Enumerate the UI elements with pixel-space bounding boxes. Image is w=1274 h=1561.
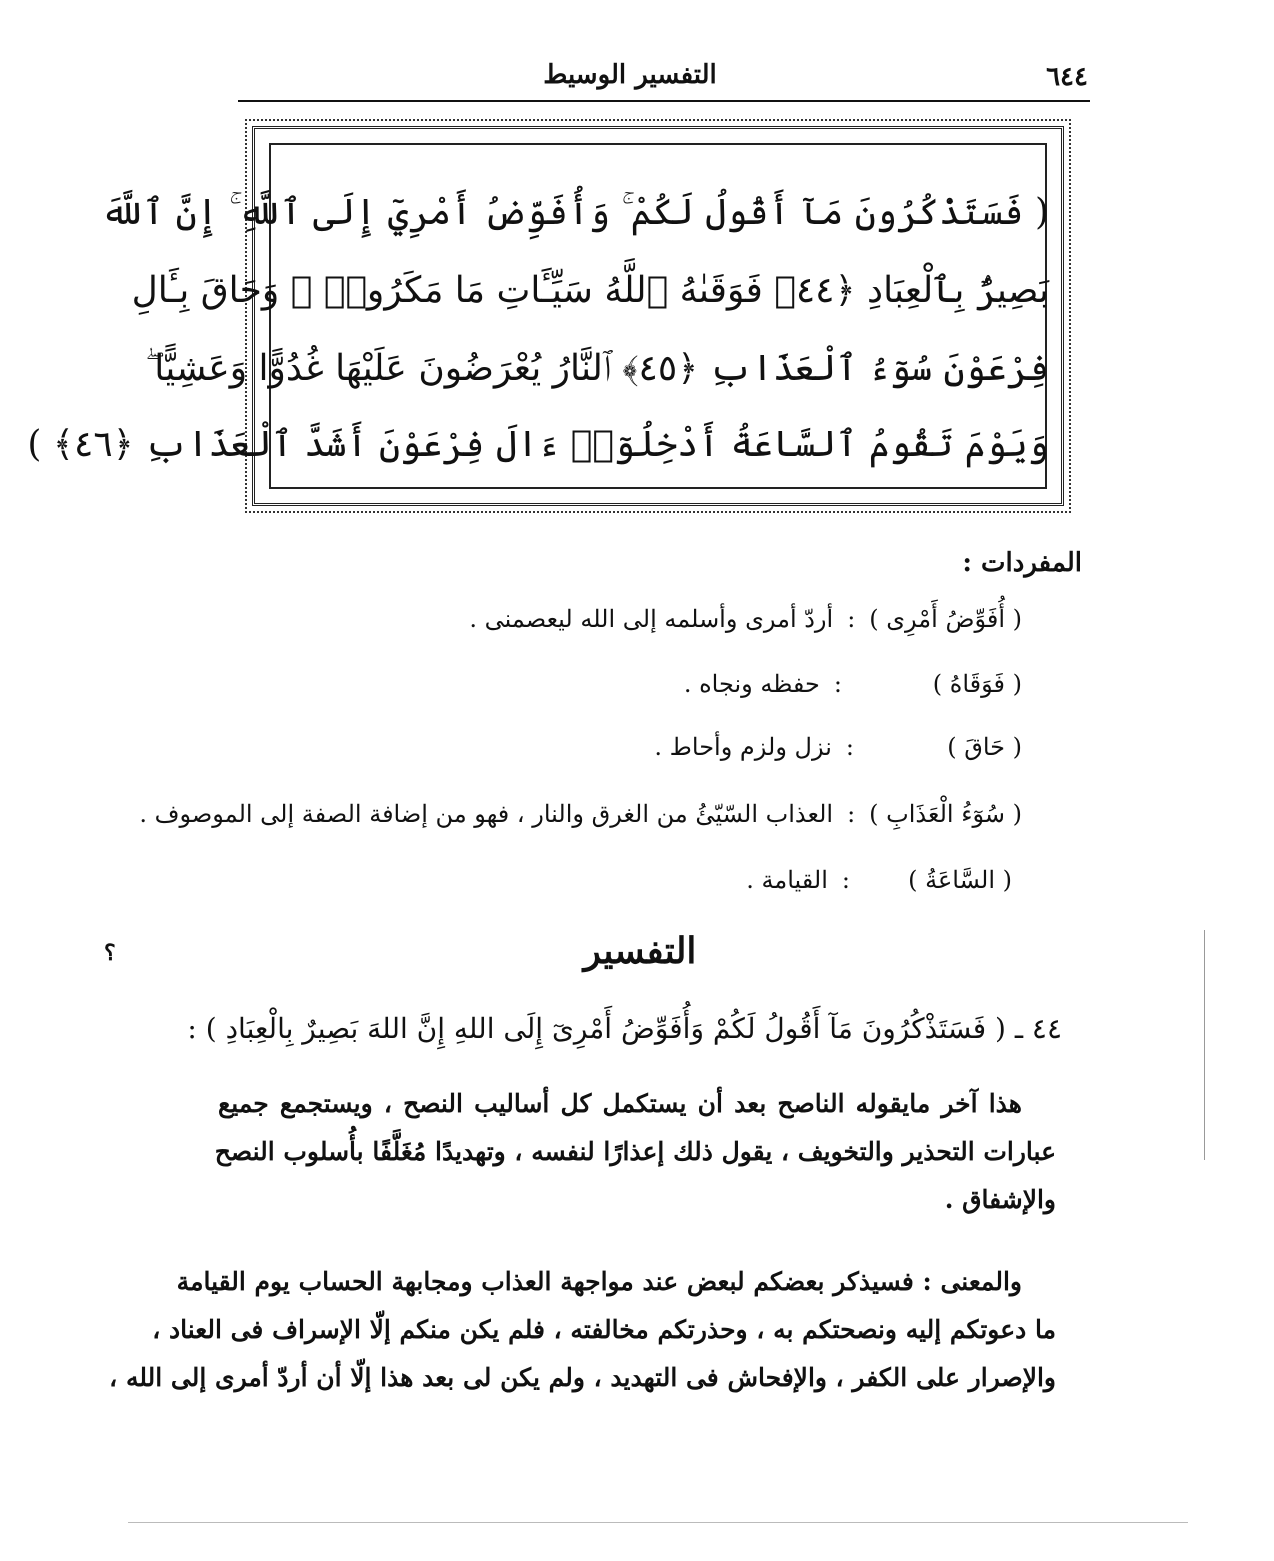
- vocabulary-meaning: نزل ولزم وأحاط .: [654, 733, 832, 761]
- paragraph-line: والإشفاق .: [944, 1185, 1056, 1214]
- vocabulary-separator: :: [841, 866, 850, 894]
- vocabulary-term: ( حَاقَ ): [947, 733, 1022, 761]
- vocabulary-separator: :: [847, 800, 856, 828]
- vocabulary-term: ( سُوٓءُ الْعَذَابِ ): [869, 800, 1022, 828]
- vocabulary-term: ( أُفَوِّضُ أَمْرِى ): [869, 605, 1022, 633]
- vocabulary-item: [139, 800, 1022, 828]
- header-rule: [238, 100, 1090, 102]
- vocabulary-item: [654, 733, 1022, 761]
- commentary-paragraph: [109, 1258, 1056, 1402]
- vocabulary-item: [746, 866, 1012, 894]
- vocabulary-term: ( السَّاعَةُ ): [908, 866, 1012, 894]
- paragraph-line: والإصرار على الكفر ، والإفحاش فى التهديد ، ولم يكن لى بعد هذا إلّا أن أردّ أمرى إلى الله ،: [109, 1363, 1056, 1392]
- page-number: ٦٤٤: [1046, 62, 1088, 92]
- commentary-heading: التفسير: [583, 930, 697, 972]
- verse-line: وَيَوْمَ تَقُومُ ٱلسَّاعَةُ أَدْخِلُوٓا۟ ءَالَ فِرْعَوْنَ أَشَدَّ ٱلْعَذَابِ ﴿٤٦﴾ ): [27, 424, 1049, 465]
- vocabulary-term: ( فَوَقَاهُ ): [932, 670, 1022, 698]
- verse-line: ( فَسَتَذْكُرُونَ مَآ أَقُولُ لَكُمْ ۚ وَأُفَوِّضُ أَمْرِيٓ إِلَى ٱللَّهِ ۚ إِنَّ ٱللَّهَ: [100, 192, 1049, 233]
- footer-rule: [128, 1522, 1188, 1523]
- commentary-verse-reference: ٤٤ ـ ( فَسَتَذْكُرُونَ مَآ أَقُولُ لَكُمْ وَأُفَوِّضُ أَمْرِىٓ إِلَى اللهِ إِنَّ اللهَ بَصِيرٌ بِالْعِبَادِ ) :: [187, 1012, 1062, 1045]
- vocabulary-separator: :: [847, 605, 856, 633]
- vocabulary-meaning: القيامة .: [746, 866, 828, 894]
- verse-line: فِرْعَوْنَ سُوٓءُ ٱلْعَذَابِ ﴿٤٥﴾ ٱلنَّارُ يُعْرَضُونَ عَلَيْهَا غُدُوًّا وَعَشِيًّا ۖ: [145, 348, 1049, 389]
- verse-line: بَصِيرٌۢ بِٱلْعِبَادِ ﴿٤٤﴾ فَوَقَىٰهُ ٱللَّهُ سَيِّـَٔاتِ مَا مَكَرُوا۟ ۖ وَحَاقَ بِـَٔالِ: [131, 270, 1049, 311]
- vocabulary-meaning: العذاب السّيّئُ من الغرق والنار ، فهو من إضافة الصفة إلى الموصوف .: [139, 800, 834, 828]
- vocabulary-item: [469, 605, 1022, 633]
- margin-rule: [1204, 930, 1205, 1160]
- paragraph-line: هذا آخر مايقوله الناصح بعد أن يستكمل كل أساليب النصح ، ويستجمع جميع: [218, 1089, 1022, 1118]
- running-title: التفسير الوسيط: [543, 60, 717, 90]
- commentary-paragraph: [214, 1080, 1056, 1224]
- vocabulary-meaning: حفظه ونجاه .: [683, 670, 820, 698]
- margin-mark: ؟: [104, 940, 116, 966]
- vocabulary-heading: المفردات :: [962, 548, 1082, 578]
- paragraph-line: عبارات التحذير والتخويف ، يقول ذلك إعذارًا لنفسه ، وتهديدًا مُغَلَّفًا بأُسلوب النصح: [214, 1137, 1056, 1166]
- vocabulary-meaning: أردّ أمرى وأسلمه إلى الله ليعصمنى .: [469, 605, 834, 633]
- vocabulary-item: [684, 670, 1022, 698]
- paragraph-line: ما دعوتكم إليه ونصحتكم به ، وحذرتكم مخالفته ، فلم يكن منكم إلّا الإسراف فى العناد ،: [152, 1315, 1056, 1344]
- vocabulary-separator: :: [833, 670, 842, 698]
- paragraph-line: والمعنى : فسيذكر بعضكم لبعض عند مواجهة العذاب ومجابهة الحساب يوم القيامة: [176, 1267, 1022, 1296]
- verse-frame: [27, 126, 1064, 506]
- vocabulary-separator: :: [845, 733, 854, 761]
